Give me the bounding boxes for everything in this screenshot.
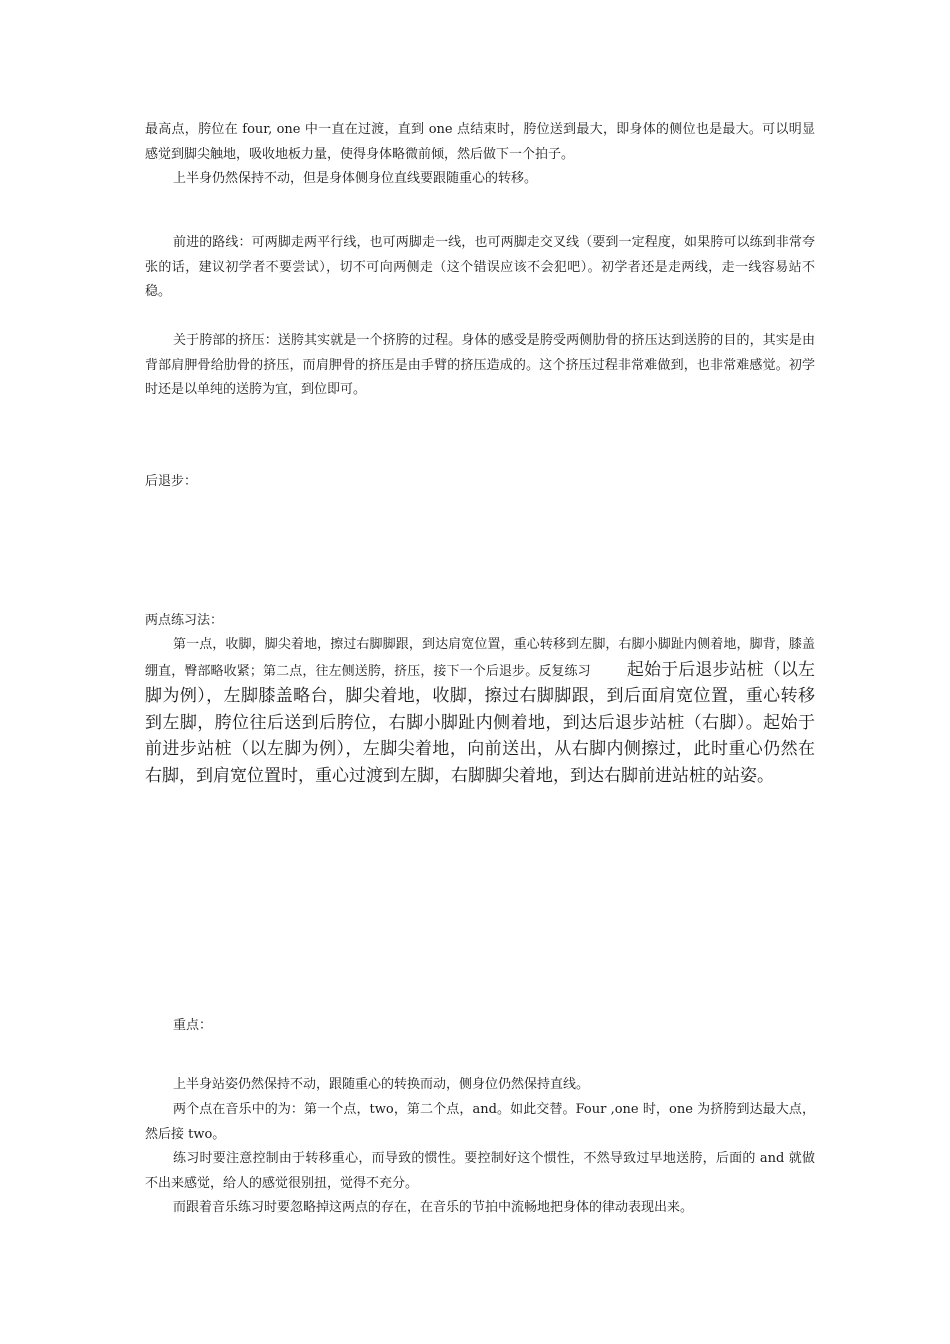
two-point-small-text: 第一点，收脚，脚尖着地，擦过右脚脚跟，到达肩宽位置，重心转移到左脚，右脚小脚趾内侧着地，脚背，膝盖绷直，臀部略收紧；第二点，往左侧送胯，挤压，接下一个后退步。反复练习 [145,637,815,679]
paragraph-hip-max: 最高点，胯位在 four, one 中一直在过渡，直到 one 点结束时，胯位送到最大，即身体的侧位也是最大。可以明显感觉到脚尖触地，吸收地板力量，使得身体略微前倾，然后做下一个拍子。 [145,122,815,162]
paragraph-key-upper-body: 上半身站姿仍然保持不动，跟随重心的转换而动，侧身位仍然保持直线。 [173,1077,590,1092]
heading-key-points: 重点： [173,1018,213,1033]
heading-two-point-practice: 两点练习法： [145,613,224,628]
paragraph-hip-squeeze: 关于胯部的挤压：送胯其实就是一个挤胯的过程。身体的感受是胯受两侧肋骨的挤压达到送胯的目的，其实是由背部肩胛骨给肋骨的挤压，而肩胛骨的挤压是由手臂的挤压造成的。这个挤压过程非常难做到，也非常难感觉。初学时还是以单纯的送胯为宜，到位即可。 [145,333,815,397]
paragraph-upper-body: 上半身仍然保持不动，但是身体侧身位直线要跟随重心的转移。 [173,171,538,186]
heading-back-step: 后退步： [145,474,198,489]
paragraph-key-music: 而跟着音乐练习时要忽略掉这两点的存在，在音乐的节拍中流畅地把身体的律动表现出来。 [173,1200,694,1215]
paragraph-key-inertia: 练习时要注意控制由于转移重心，而导致的惯性。要控制好这个惯性，不然导致过早地送胯，后面的 and 就做不出来感觉，给人的感觉很别扭，觉得不充分。 [145,1151,815,1191]
paragraph-two-point-steps [145,633,815,790]
two-point-large-text: 起始于后退步站桩（以左脚为例），左脚膝盖略台，脚尖着地，收脚，擦过右脚脚跟，到后面肩宽位置，重心转移到左脚，胯位往后送到后胯位，右脚小脚趾内侧着地，到达后退步站桩（右脚）。起始于前进步站桩（以左脚为例），左脚尖着地，向前送出，从右脚内侧擦过，此时重心仍然在右脚，到肩宽位置时，重心过渡到左脚，右脚脚尖着地，到达右脚前进站桩的站姿。 [145,659,815,786]
paragraph-key-two-points: 两个点在音乐中的为：第一个点，two，第二个点，and。如此交替。Four ,one 时，one 为挤胯到达最大点，然后接 two。 [145,1102,815,1142]
paragraph-forward-route: 前进的路线：可两脚走两平行线，也可两脚走一线，也可两脚走交叉线（要到一定程度，如果胯可以练到非常夸张的话，建议初学者不要尝试），切不可向两侧走（这个错误应该不会犯吧）。初学者还是走两线，走一线容易站不稳。 [145,235,815,299]
